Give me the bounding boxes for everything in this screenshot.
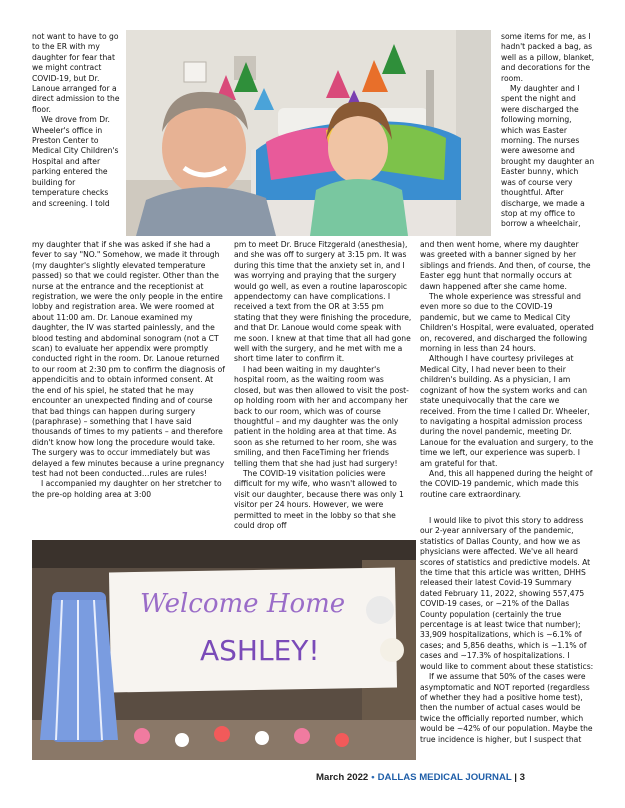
page-number: 3 (519, 772, 525, 783)
paragraph: I accompanied my daughter on her stretcher to the pre-op holding area at 3:00 (32, 479, 222, 499)
paragraph: and then went home, where my daughter was greeted with a banner signed by her siblings and friends. And then, of course, the Easter egg hunt that normally occurs at dawn happened after she came home. (420, 240, 591, 291)
paragraph: I had been waiting in my daughter's hospital room, as the waiting room was closed, but was then allowed to visit the post-op holding room with her and accompany her back to our room, which was of course thoughtful – and my daughter was the only patient in the holding area at that time. As soon as she returned to her room, she was smiling, and then FaceTiming her friends telling them that she had just had surgery! (234, 364, 409, 468)
page-separator: | (511, 772, 520, 783)
paragraph: I would like to pivot this story to address our 2-year anniversary of the pandemic, statistics of Dallas County, and how we as physicians were affected. We've all heard scores of statistics and predictive models. At the time that this article was written, DHHS released their latest Covid-19 Summary dated February 11, 2022, showing 557,475 COVID-19 cases, or ~21% of the Dallas County population (certainly the true percentage is at least twice that number); 33,909 hospitalizations, which is ~6.1% of cases; and 5,856 deaths, which is ~1.1% of cases and ~17.3% of hospitalizations. I would like to comment about these statistics: (420, 516, 594, 671)
paragraph: not want to have to go to the ER with my daughter for fear that we might contract COVID-19, but Dr. Lanoue arranged for a direct admission to the floor. (32, 32, 120, 114)
journal-name: DALLAS MEDICAL JOURNAL (377, 772, 512, 783)
page-footer (316, 772, 525, 783)
article-column-1 (32, 240, 225, 500)
article-column-3 (420, 240, 594, 500)
hospital-room-photo (126, 30, 491, 236)
paragraph: We drove from Dr. Wheeler's office in Preston Center to Medical City Children's Hospital and after parking entered the building for temperature checks and screening. I told (32, 115, 119, 208)
banner-text-line1: Welcome Home (140, 589, 346, 619)
hospital-room-illustration (126, 30, 491, 236)
article-column-3-bottom (420, 516, 594, 745)
banner-text-line2: ASHLEY! (200, 634, 320, 667)
welcome-banner-photo (32, 540, 416, 760)
article-column-1-top (32, 32, 120, 209)
paragraph: And, this all happened during the height of the COVID-19 pandemic, which made this routine care extraordinary. (420, 468, 593, 499)
paragraph: Although I have courtesy privileges at Medical City, I had never been to their children's building. As a physician, I am cognizant of how the system works and can state unequivocally that the care we received. From the time I called Dr. Wheeler, to navigating a hospital admission process during the novel pandemic, meeting Dr. Lanoue for the evaluation and surgery, to the time we left, our experience was superb. I am grateful for that. (420, 354, 594, 468)
separator-dot: • (371, 772, 375, 783)
article-column-2 (234, 240, 412, 531)
welcome-banner-illustration (32, 540, 416, 760)
paragraph: If we assume that 50% of the cases were asymptomatic and NOT reported (regardless of whether they had a positive home test), then the number of actual cases would be twice the officially reported number, which would be ~42% of our population. Maybe the true incidence is higher, but I suspect that (420, 672, 593, 744)
paragraph: The COVID-19 visitation policies were difficult for my wife, who wasn't allowed to visit our daughter, because there was only 1 visitor per 24 hours. However, we were permitted to meet in the lobby so that she could drop off (234, 468, 404, 530)
article-column-3-top (501, 32, 595, 230)
paragraph: My daughter and I spent the night and were discharged the following morning, which was Easter morning. The nurses were awesome and brought my daughter an Easter bunny, which was of course very thoughtful. After discharge, we made a stop at my office to borrow a wheelchair, (501, 84, 595, 229)
issue-date: March 2022 (316, 772, 369, 783)
paragraph: my daughter that if she was asked if she had a fever to say "NO." Somehow, we made it through (my daughter's slightly elevated temperature passed) so that we could register. Other than the nurse at the entrance and the receptionist at registration, we were the only people in the entire lobby and registration area. We were roomed at about 11:00 am. Dr. Lanoue examined my daughter, the IV was started painlessly, and the blood testing and abdominal sonogram (not a CT scan) to evaluate her appendix were promptly conducted right in the room. Dr. Lanoue returned to our room at 2:30 pm to confirm the diagnosis of appendicitis and to obtain informed consent. At the end of his spiel, he stated that he may encounter an unexpected finding and of course that bad things can happen during surgery (paraphrase) – something that I have said thousands of times to my patients – and therefore didn't know how long the procedure would take. The surgery was to occur immediately but was delayed a few minutes because a urine pregnancy test had not been conducted…rules are rules! (32, 240, 225, 478)
paragraph: some items for me, as I hadn't packed a bag, as well as a pillow, blanket, and decorations for the room. (501, 32, 595, 83)
paragraph: The whole experience was stressful and even more so due to the COVID-19 pandemic, but we came to Medical City Children's Hospital, were evaluated, operated on, recovered, and discharged the following morning in less than 24 hours. (420, 292, 594, 354)
paragraph: pm to meet Dr. Bruce Fitzgerald (anesthesia), and she was off to surgery at 3:15 pm. It was during this time that the anxiety set in, and I was worrying and praying that the surgery would go well, as even a routine laparoscopic appendectomy can have complications. I received a text from the OR at 3:55 pm stating that they were finishing the procedure, and that Dr. Lanoue would come speak with me soon. I knew at that time that all had gone well with the surgery, and he met with me a short time later to confirm it. (234, 240, 412, 364)
